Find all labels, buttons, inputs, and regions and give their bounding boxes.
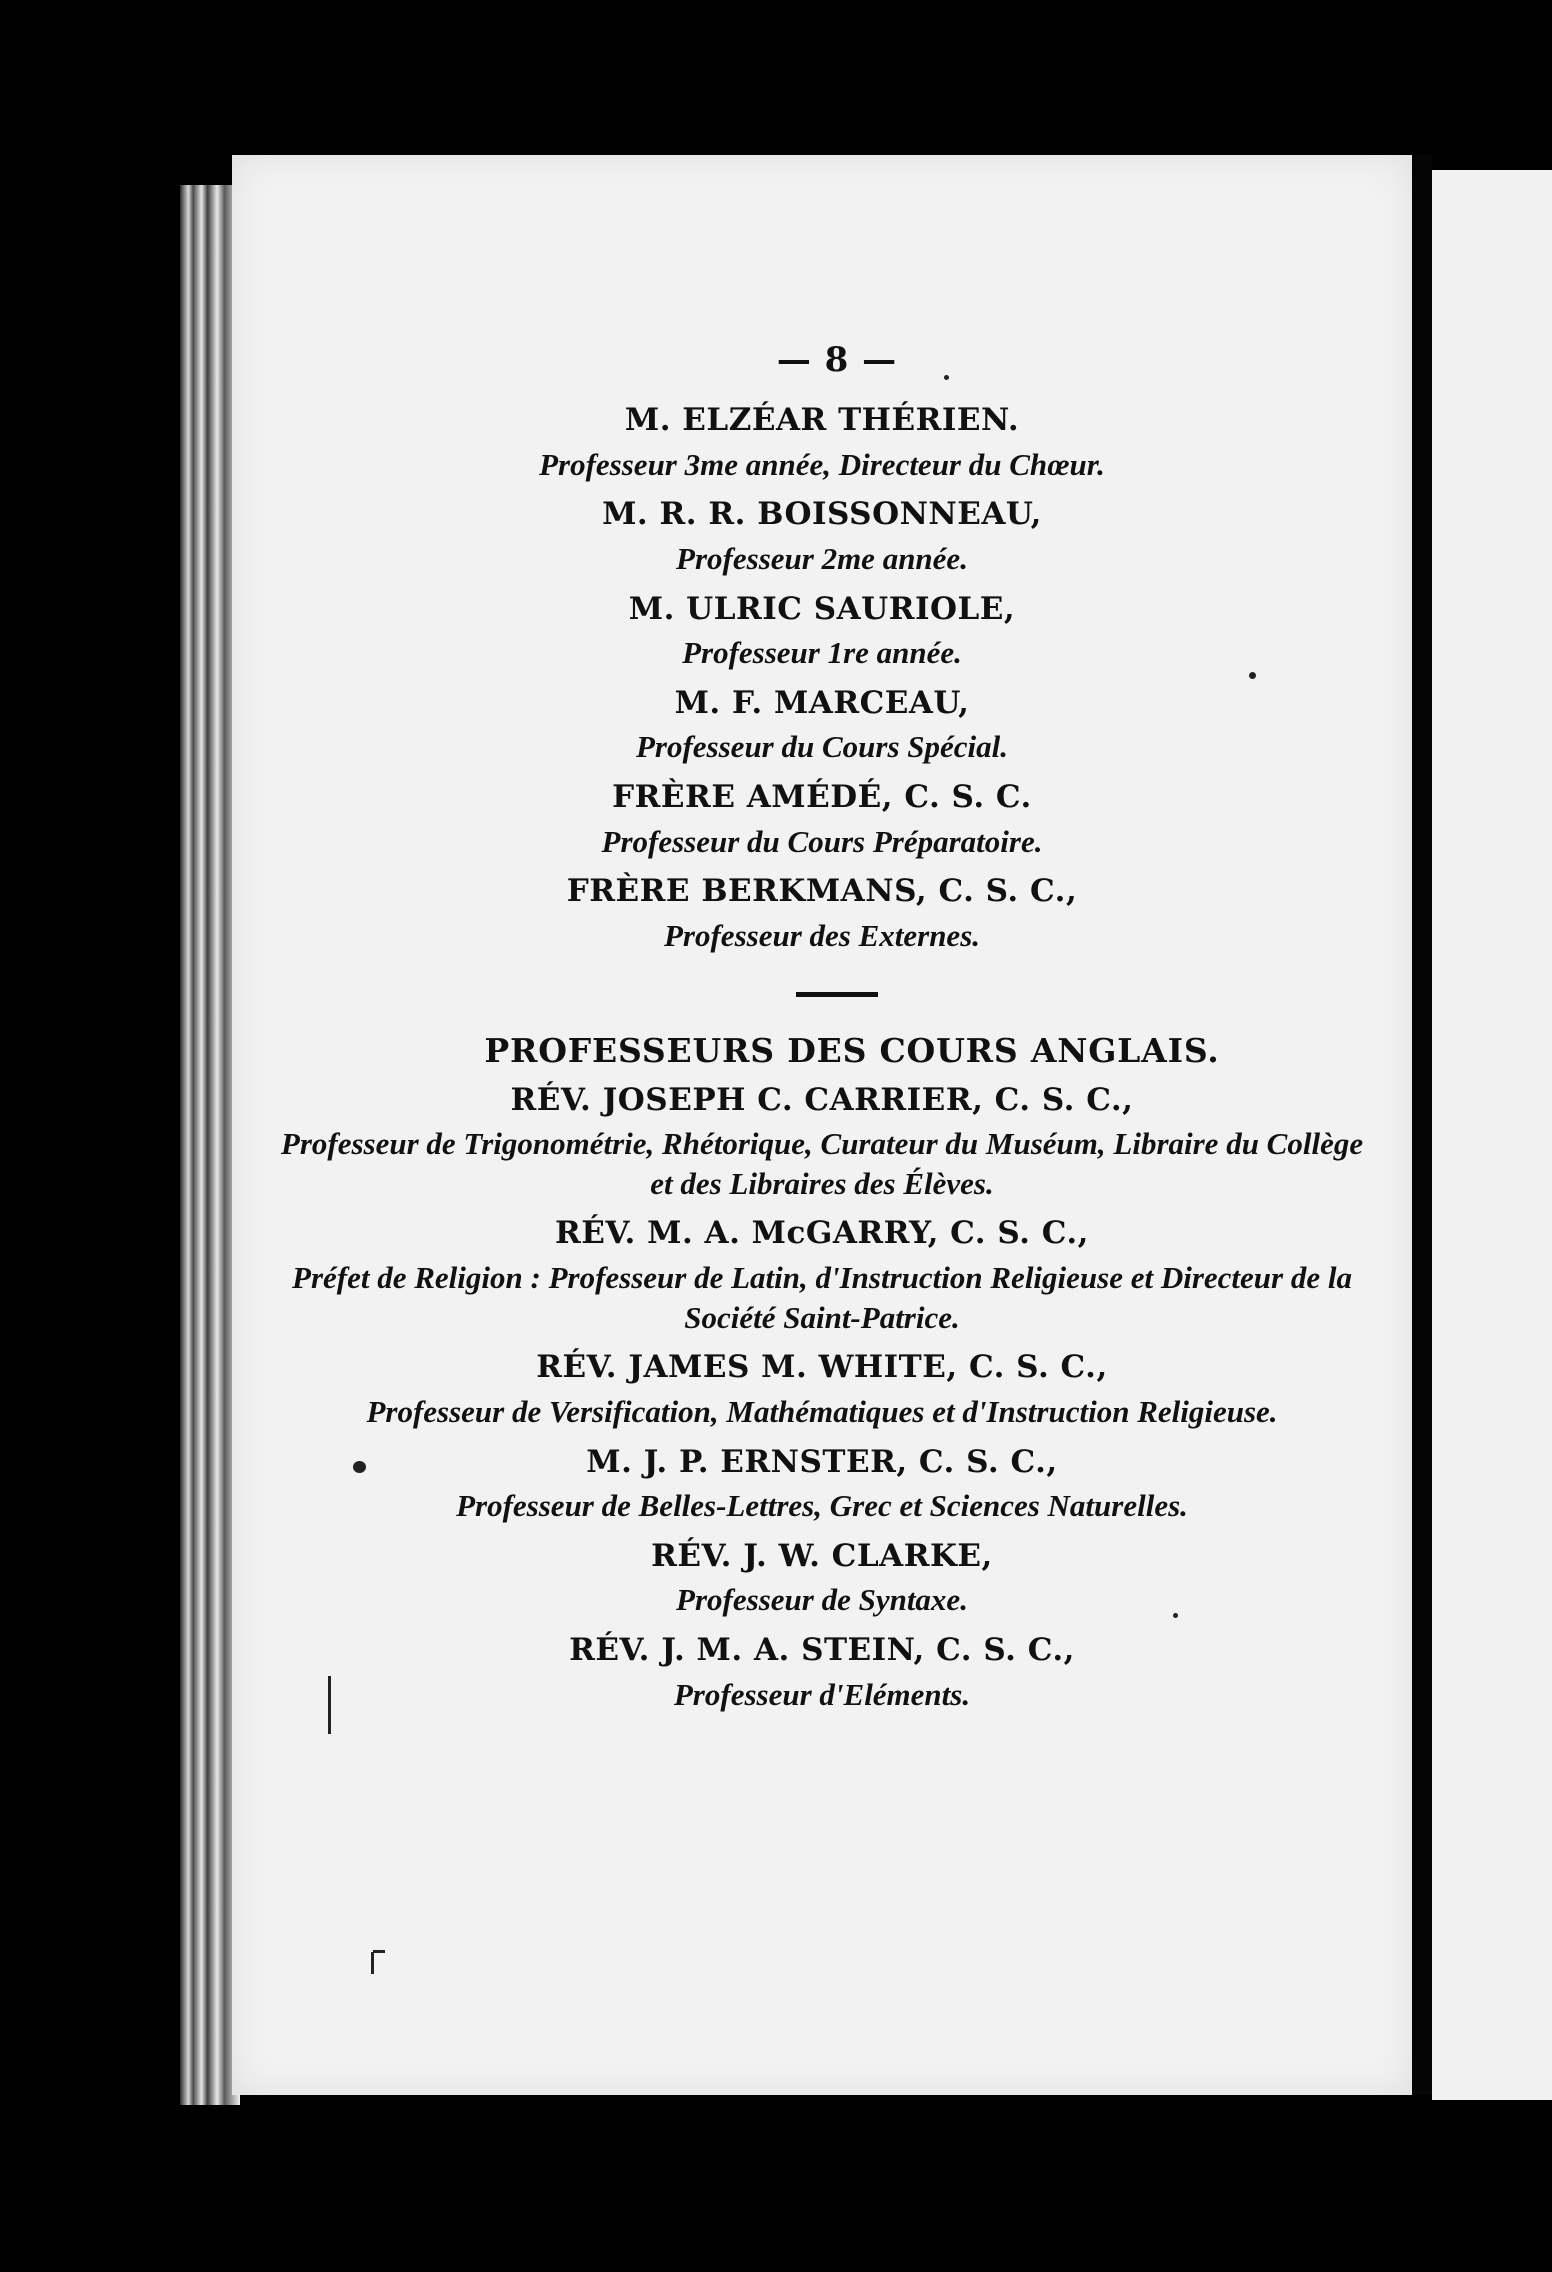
faculty-role: Professeur des Externes. bbox=[663, 917, 981, 953]
scan-mark bbox=[371, 1952, 374, 1974]
faculty-name: RÉV. JOSEPH C. CARRIER, C. S. C., bbox=[510, 1081, 1134, 1118]
facing-page-edge bbox=[1432, 170, 1552, 2100]
book-page-edges bbox=[180, 185, 240, 2105]
faculty-role: Professeur de Syntaxe. bbox=[676, 1582, 968, 1618]
faculty-role: Professeur 3me année, Directeur du Chœur. bbox=[539, 446, 1105, 482]
faculty-role: Professeur de Versification, Mathématiques et d'Instruction Religieuse. bbox=[366, 1393, 1278, 1429]
faculty-role: Professeur 2me année. bbox=[676, 540, 968, 576]
faculty-name: RÉV. JAMES M. WHITE, C. S. C., bbox=[536, 1349, 1108, 1386]
french-faculty-entry bbox=[232, 591, 1412, 673]
faculty-role: Professeur du Cours Préparatoire. bbox=[601, 823, 1043, 859]
faculty-role: Professeur de Belles-Lettres, Grec et Sciences Naturelles. bbox=[456, 1488, 1188, 1524]
faculty-name: M. ULRIC SAURIOLE, bbox=[628, 590, 1016, 627]
faculty-role: Préfet de Religion : Professeur de Latin, d'Instruction Religieuse et Directeur de la Société Saint-Patrice. bbox=[292, 1260, 1352, 1335]
faculty-role: Professeur 1re année. bbox=[682, 635, 962, 671]
faculty-list bbox=[232, 340, 1412, 1714]
french-faculty-entry bbox=[232, 779, 1412, 861]
faculty-name: M. J. P. ERNSTER, C. S. C., bbox=[586, 1443, 1058, 1480]
english-faculty-entry bbox=[232, 1538, 1412, 1620]
faculty-name: M. ELZÉAR THÉRIEN. bbox=[624, 402, 1020, 438]
faculty-name: RÉV. J. W. CLARKE, bbox=[651, 1537, 993, 1574]
faculty-name: M. R. R. BOISSONNEAU, bbox=[602, 496, 1042, 533]
french-faculty-entry bbox=[232, 496, 1412, 578]
french-faculty-entry bbox=[232, 873, 1412, 955]
faculty-role: Professeur d'Eléments. bbox=[673, 1676, 971, 1712]
section-heading: PROFESSEURS DES COURS ANGLAIS. bbox=[484, 1030, 1220, 1070]
faculty-role: Professeur de Trigonométrie, Rhétorique, Curateur du Muséum, Libraire du Collège et des Libraires des Élèves. bbox=[280, 1126, 1364, 1201]
french-faculty-entry bbox=[232, 685, 1412, 767]
section-divider bbox=[796, 992, 878, 997]
page-number: — 8 — bbox=[776, 340, 898, 380]
page-gutter-shadow bbox=[1412, 155, 1432, 2095]
faculty-name: FRÈRE BERKMANS, C. S. C., bbox=[566, 873, 1078, 910]
faculty-name: FRÈRE AMÉDÉ, C. S. C. bbox=[612, 779, 1032, 815]
english-faculty-entry bbox=[232, 1349, 1412, 1431]
english-faculty-entry bbox=[232, 1215, 1412, 1337]
faculty-name: M. F. MARCEAU, bbox=[674, 684, 970, 721]
faculty-role: Professeur du Cours Spécial. bbox=[635, 729, 1009, 765]
faculty-name: RÉV. M. A. McGARRY, C. S. C., bbox=[555, 1215, 1089, 1252]
english-faculty-entry bbox=[232, 1632, 1412, 1714]
english-faculty-entry bbox=[232, 1444, 1412, 1526]
scan-mark bbox=[373, 1950, 385, 1953]
french-faculty-entry bbox=[232, 402, 1412, 484]
english-faculty-entry bbox=[232, 1082, 1412, 1204]
faculty-name: RÉV. J. M. A. STEIN, C. S. C., bbox=[569, 1632, 1075, 1669]
